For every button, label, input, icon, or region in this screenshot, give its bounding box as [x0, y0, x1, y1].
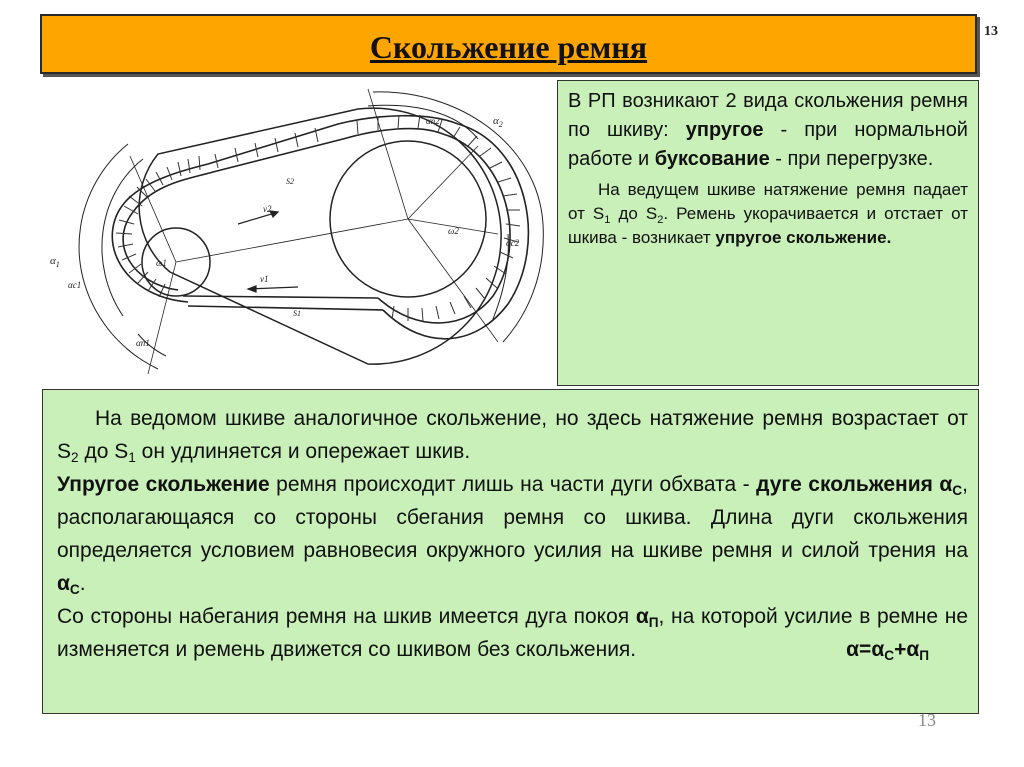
alpha-c1-label: αc1 — [68, 280, 82, 290]
omega1-label: ω1 — [156, 258, 167, 268]
page-number-top: 13 — [984, 24, 998, 39]
arc-dimensions — [79, 92, 543, 369]
driven-pulley-paragraph: На ведомом шкиве аналогичное скольжение, но здесь натяжение ремня возрастает от $S_2$ до $S_1$ он удлиняется и опережает шкив. — [57, 407, 968, 465]
page-number-bottom: 13 — [918, 710, 936, 730]
bottom-text-box — [42, 389, 979, 714]
slip-types-paragraph: В РП возникают 2 вида скольжения ремня по шкиву: упругое - при нормальной работе и буксование - при перегрузке. — [568, 90, 968, 170]
arc-formula: $\alpha=\alpha_С+\alpha_П$ — [846, 638, 930, 663]
elastic-slip-paragraph: Упругое скольжение ремня происходит лишь на части дуги обхвата - дуге скольжения $\alpha_С$, располагающаяся со стороны сбегания ремня со шкива. Длина дуги скольжения определяется условием равновесия окружного усилия на шкиве ремня и силой трения на $\alpha_С$. — [57, 473, 968, 597]
omega2-label: ω2 — [448, 226, 459, 236]
alpha2-label: $\alpha_2$ — [493, 115, 503, 129]
belt-outline — [112, 116, 528, 339]
belt-hatch — [139, 108, 501, 364]
belt-drive-diagram — [38, 84, 553, 384]
v2-label: v2 — [263, 204, 272, 214]
right-text-box — [557, 80, 979, 386]
alpha-p1-label: αп1 — [136, 338, 150, 348]
alpha-p2-label: αп2 — [426, 116, 440, 126]
title-banner — [40, 14, 977, 74]
s2-label: S2 — [286, 177, 294, 186]
s1-label: S1 — [293, 309, 301, 318]
alpha1-label: $\alpha_1$ — [50, 255, 60, 269]
rest-arc-paragraph: Со стороны набегания ремня на шкив имеется дуга покоя $\alpha_П$, на которой усилие в ремне не изменяется и ремень движется со шкивом без скольжения. $\alpha=\alpha_С+\alpha_П$ — [57, 605, 968, 663]
driving-pulley-paragraph: На ведущем шкиве натяжение ремня падает от $S_1$ до $S_2$. Ремень укорачивается и отстает от шкива - возникает упругое скольжение. — [568, 180, 968, 247]
v1-label: v1 — [260, 274, 269, 284]
alpha-c2-label: αc2 — [506, 238, 520, 248]
slide-title: Скольжение ремня — [369, 29, 648, 65]
